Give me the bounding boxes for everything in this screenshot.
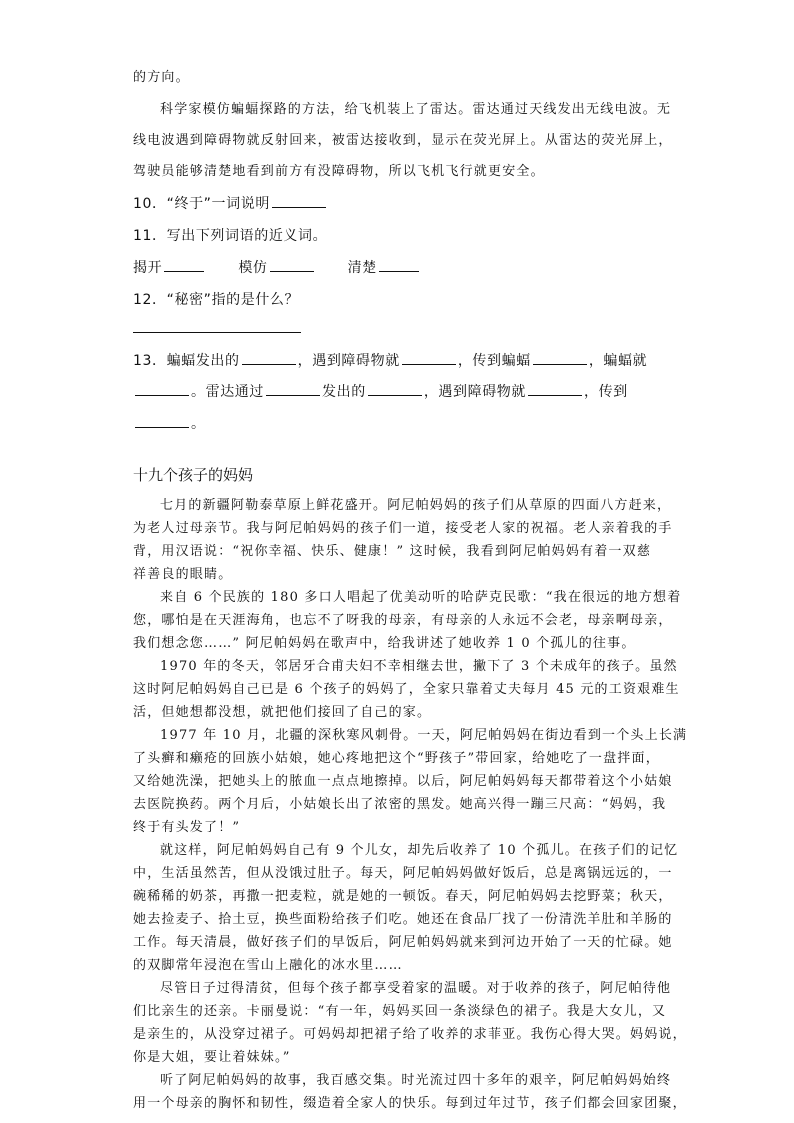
word-item: 模仿 — [238, 260, 268, 276]
question-10 — [133, 193, 328, 213]
question-11-words — [133, 257, 421, 277]
q13-text: ，传到 — [584, 384, 628, 400]
question-12: 12．“秘密”指的是什么？ — [133, 292, 300, 308]
passage1-line: 线电波遇到障碍物就反射回来，被雷达接收到，显示在荧光屏上。从雷达的荧光屏上， — [133, 133, 673, 148]
passage1-line: 驾驶员能够清楚地看到前方有没障碍物，所以飞机飞行就更安全。 — [133, 164, 545, 179]
answer-blank[interactable] — [368, 381, 422, 396]
passage2-line: 就这样，阿尼帕妈妈自己有 9 个儿女，却先后收养了 10 个孤儿。在孩子们的记忆 — [160, 843, 679, 858]
word-item: 揭开 — [133, 260, 163, 276]
answer-line[interactable] — [133, 318, 301, 333]
q13-text: 13．蝙蝠发出的 — [133, 353, 240, 369]
word-item: 清楚 — [347, 260, 377, 276]
passage2-line: 您，哪怕是在天涯海角，也忘不了呀我的母亲，有母亲的人永远不会老，母亲啊母亲， — [133, 613, 673, 628]
q13-text: 。 — [191, 416, 206, 432]
passage-title: 十九个孩子的妈妈 — [133, 466, 254, 484]
answer-blank[interactable] — [164, 257, 204, 272]
passage2-line: 们比亲生的还亲。卡丽曼说：“有一年，妈妈买回一条淡绿色的裙子。我是大女儿，又 — [133, 1004, 667, 1019]
q13-text: 发出的 — [322, 384, 366, 400]
question-13-line2 — [133, 381, 628, 401]
passage2-line: 1977 年 10 月，北疆的深秋寒风刺骨。一天，阿尼帕妈妈在街边看到一个头上长满 — [160, 728, 688, 743]
q13-text: ，遇到障碍物就 — [297, 353, 400, 369]
answer-blank[interactable] — [533, 350, 587, 365]
answer-blank[interactable] — [270, 257, 314, 272]
passage2-line: 的双脚常年浸泡在雪山上融化的冰水里…… — [133, 958, 403, 973]
passage1-line: 科学家模仿蝙蝠探路的方法，给飞机装上了雷达。雷达通过天线发出无线电波。无 — [160, 102, 672, 117]
passage2-line: 又给她洗澡，把她头上的脓血一点点地擦掉。以后，阿尼帕妈妈每天都带着这个小姑娘 — [133, 774, 673, 789]
passage2-line: 中，生活虽然苦，但从没饿过肚子。每天，阿尼帕妈妈做好饭后，总是离锅远远的，一 — [133, 866, 673, 881]
passage2-line: 来自 6 个民族的 180 多口人唱起了优美动听的哈萨克民歌：“我在很远的地方想着 — [160, 590, 682, 605]
passage2-line: 尽管日子过得清贫，但每个孩子都享受着家的温暖。对于收养的孩子，阿尼帕待他 — [160, 981, 672, 996]
q13-text: ，遇到障碍物就 — [423, 384, 527, 400]
passage2-line: 七月的新疆阿勒泰草原上鲜花盛开。阿尼帕妈妈的孩子们从草原的四面八方赶来， — [160, 498, 672, 513]
answer-blank[interactable] — [135, 381, 189, 396]
answer-blank[interactable] — [379, 257, 419, 272]
answer-blank[interactable] — [528, 381, 582, 396]
question-13-line1 — [133, 350, 647, 370]
passage2-line: 听了阿尼帕妈妈的故事，我百感交集。时光流过四十多年的艰辛，阿尼帕妈妈始终 — [160, 1073, 672, 1088]
answer-blank[interactable] — [266, 381, 320, 396]
passage2-line: 活，但她想都没想，就把他们接回了自己的家。 — [133, 705, 432, 720]
passage2-line: 1970 年的冬天，邻居牙合甫夫妇不幸相继去世，撇下了 3 个未成年的孩子。虽然 — [160, 659, 678, 674]
passage2-line: 她去捡麦子、拾土豆，换些面粉给孩子们吃。她还在食品厂找了一份清洗羊肚和羊肠的 — [133, 912, 673, 927]
passage1-line: 的方向。 — [133, 70, 190, 85]
answer-blank[interactable] — [242, 350, 296, 365]
passage2-line: 了头癣和癞疮的回族小姑娘，她心疼地把这个“野孩子”带回家，给她吃了一盘拌面， — [133, 751, 660, 766]
passage2-line: 背，用汉语说：“祝你幸福、快乐、健康！” 这时候，我看到阿尼帕妈妈有着一双慈 — [133, 544, 652, 559]
q13-text: ，蝙蝠就 — [588, 353, 648, 369]
passage2-line: 我们想念您……” 阿尼帕妈妈在歌声中，给我讲述了她收养 1 0 个孤儿的往事。 — [133, 636, 636, 651]
answer-blank[interactable] — [272, 193, 326, 208]
question-11: 11．写出下列词语的近义词。 — [133, 228, 328, 244]
question-13-line3 — [133, 413, 206, 433]
passage2-line: 为老人过母亲节。我与阿尼帕妈妈的孩子们一道，接受老人家的祝福。老人亲着我的手 — [133, 521, 673, 536]
passage2-line: 是亲生的，从没穿过裙子。可妈妈却把裙子给了收养的求菲亚。我伤心得大哭。妈妈说， — [133, 1027, 687, 1042]
question-10-text: 10．“终于”一词说明 — [133, 196, 270, 212]
q13-text: ，传到蝙蝠 — [457, 353, 531, 369]
passage2-line: 终于有头发了！” — [133, 820, 241, 835]
passage2-line: 这时阿尼帕妈妈自己已是 6 个孩子的妈妈了，全家只靠着丈夫每月 45 元的工资艰难生 — [133, 682, 680, 697]
passage2-line: 工作。每天清晨，做好孩子们的早饭后，阿尼帕妈妈就来到河边开始了一天的忙碌。她 — [133, 935, 673, 950]
passage2-line: 你是大姐，要让着妹妹。” — [133, 1050, 291, 1065]
passage2-line: 碗稀稀的奶茶，再撒一把麦粒，就是她的一顿饭。春天，阿尼帕妈妈去挖野菜；秋天， — [133, 889, 673, 904]
passage2-line: 用一个母亲的胸怀和韧性，缀造着全家人的快乐。每到过年过节，孩子们都会回家团聚， — [133, 1096, 687, 1111]
answer-blank[interactable] — [135, 413, 189, 428]
passage2-line: 去医院换药。两个月后，小姑娘长出了浓密的黑发。她高兴得一蹦三尺高：“妈妈，我 — [133, 797, 667, 812]
answer-blank[interactable] — [402, 350, 456, 365]
q13-text: 。雷达通过 — [191, 384, 264, 400]
passage2-line: 祥善良的眼睛。 — [133, 567, 233, 582]
